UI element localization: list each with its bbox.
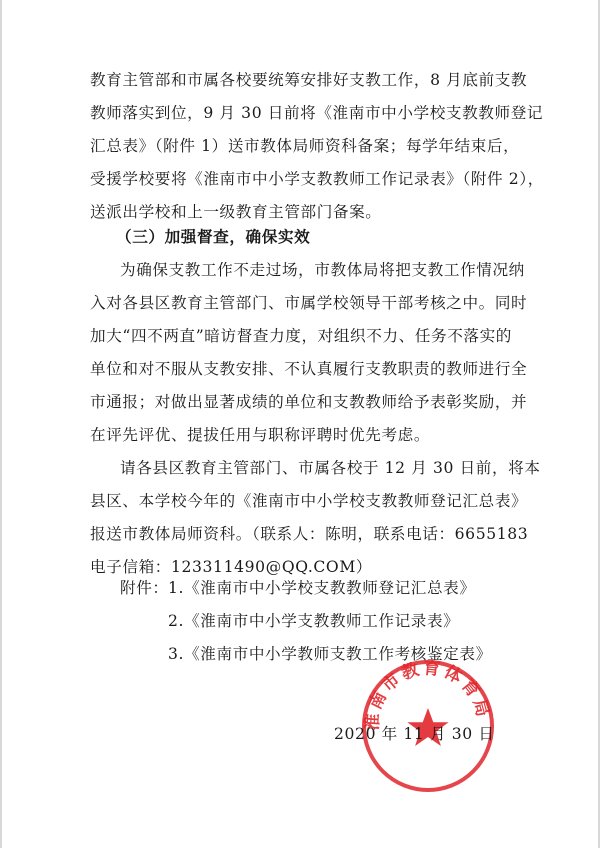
section-heading: （三）加强督查，确保实效 [116, 227, 311, 246]
paragraph1-line: 汇总表》（附件 1）送市教体局师资科备案；每学年结束后， [90, 137, 520, 155]
paragraph1-line: 教师落实到位，9 月 30 日前将《淮南市中小学校支教教师登记 [90, 104, 544, 122]
attachment-item: 2.《淮南市中小学支教教师工作记录表》 [168, 612, 460, 630]
paragraph1-line: 受援学校要将《淮南市中小学支教教师工作记录表》（附件 2）， [90, 170, 544, 188]
attachments-label: 附件： [120, 579, 169, 597]
section3-line: 在评先评优、提拔任用与职称评聘时优先考虑。 [90, 426, 431, 444]
submission-line: 电子信箱：123311490@QQ.COM） [90, 558, 373, 576]
document-date: 2020 年 11 月 30 日 [334, 725, 495, 743]
paragraph1-line: 送派出学校和上一级教育主管部门备案。 [90, 203, 382, 221]
submission-line: 请各县区教育主管部门、市属各校于 12 月 30 日前，将本 [120, 459, 541, 477]
section3-line: 为确保支教工作不走过场，市教体局将把支教工作情况纳 [120, 261, 525, 279]
attachment-item: 3.《淮南市中小学教师支教工作考核鉴定表》 [168, 645, 492, 663]
submission-line: 县区、本学校今年的《淮南市中小学校支教教师登记汇总表》 [90, 492, 528, 510]
section3-line: 市通报；对做出显著成绩的单位和支教教师给予表彰奖励，并 [90, 393, 528, 411]
submission-line: 报送市教体局师资科。（联系人：陈明，联系电话：6655183 [90, 525, 529, 543]
section3-line: 单位和对不服从支教安排、不认真履行支教职责的教师进行全 [90, 360, 528, 378]
page-edge-left [0, 0, 2, 848]
section3-line: 入对各县区教育主管部门、市属学校领导干部考核之中。同时 [90, 294, 528, 312]
paragraph1-line: 教育主管部和市属各校要统筹安排好支教工作，8 月底前支教 [90, 71, 528, 89]
seal-text: 淮南市教育体育局 [362, 658, 494, 732]
section3-line: 加大“四不两直”暗访督查力度，对组织不力、任务不落实的 [90, 327, 512, 345]
attachment-item: 1.《淮南市中小学校支教教师登记汇总表》 [168, 579, 476, 597]
